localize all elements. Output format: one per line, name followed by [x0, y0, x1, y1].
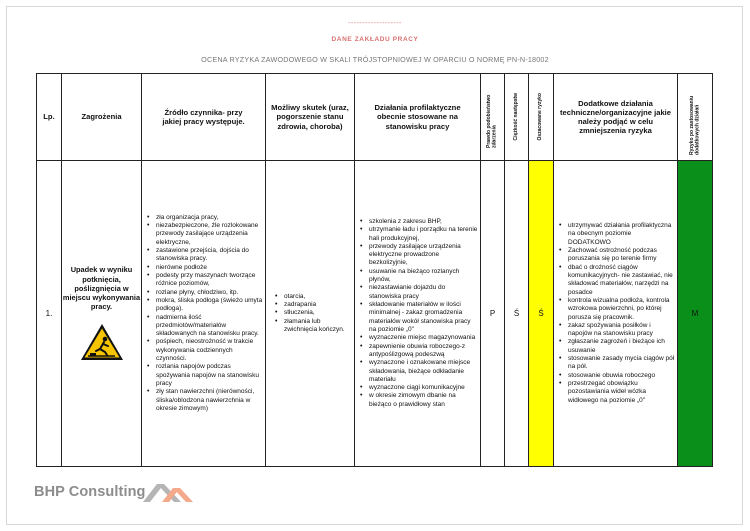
- slip-hazard-warning-icon: [79, 322, 125, 362]
- list-item: • stosowanie obuwia roboczego: [568, 372, 675, 380]
- logo-chevron-icon: [137, 480, 195, 504]
- list-item: • dbać o drożność ciągów komunikacyjnych- nie zastawiać, nie składować materiałów, narzędzi na posadce: [568, 264, 675, 297]
- document-subtitle: OCENA RYZYKA ZAWODOWEGO W SKALI TRÓJSTOPNIOWEJ W OPARCIU O NORMĘ PN-N-18002: [201, 55, 549, 64]
- list-item: • zapewnienie obuwia roboczego-z antypoślizgową podeszwą: [369, 343, 478, 360]
- additional-label: DODATKOWO: [568, 238, 611, 246]
- row-sources: [142, 161, 266, 467]
- col-effect: Możliwy skutek (uraz, pogorszenie stanu zdrowia, choroba): [266, 74, 355, 161]
- list-item: • zgłaszanie zagrożeń i bieżące ich usuwanie: [568, 338, 675, 355]
- list-item: • mokra, śliska podłoga (świeżo umyta podłoga).: [156, 297, 263, 314]
- list-item: • utrzymanie ładu i porządku na terenie hali produkcyjnej,: [369, 226, 478, 243]
- row-hazard: [62, 161, 142, 467]
- col-hazard: Zagrożenia: [62, 74, 142, 161]
- list-item: • otarcia,: [284, 293, 352, 301]
- list-item: • niezastawianie dojazdu do stanowiska pracy: [369, 284, 478, 301]
- col-source: Źródło czynnika- przy jakiej pracy występuje.: [142, 74, 266, 161]
- col-lp: Lp.: [37, 74, 62, 161]
- row-additional: [554, 161, 678, 467]
- row-measures: [355, 161, 481, 467]
- list-item: • usuwanie na bieżąco rozlanych płynów,: [369, 268, 478, 285]
- list-item: • zła organizacja pracy,: [156, 214, 263, 222]
- sources-list: [142, 214, 265, 414]
- hazard-label: Upadek w wyniku potknięcia, poślizgnięcia w miejscu wykonywania pracy.: [62, 265, 141, 312]
- list-item: • stłuczenia,: [284, 309, 352, 317]
- table-header-row: [37, 74, 713, 161]
- row-lp: 1.: [37, 161, 62, 467]
- list-item: • szkolenia z zakresu BHP,: [369, 218, 478, 226]
- list-item: • w okresie zimowym dbanie na bieżąco o prawidłowy stan: [369, 392, 478, 409]
- list-item: • nadmierna ilość przedmiotów/materiałów składowanych na stanowisku pracy.: [156, 314, 263, 339]
- list-item: • nierówne podłoże: [156, 264, 263, 272]
- row-risk-badge: Ś: [529, 161, 554, 467]
- effects-list: [266, 293, 354, 335]
- col-residual: Ryzyko po zastosowaniu dodatkowych działań: [678, 74, 713, 161]
- list-item: • zastawione przejścia, dojścia do stanowiska pracy.: [156, 247, 263, 264]
- col-risk: Oszacowane ryzyko: [529, 74, 554, 161]
- list-item: • pośpiech, nieostrożność w trakcie wykonywania codziennych czynności.: [156, 338, 263, 363]
- list-item: • wyznaczone ciągi komunikacyjne: [369, 384, 478, 392]
- list-item: • niezabezpieczone, źle rozlokowane przewody zasilające urządzenia elektryczne,: [156, 222, 263, 247]
- row-residual-badge: M: [678, 161, 713, 467]
- company-dashes: -------------------: [348, 20, 402, 27]
- col-probability: Prawdo podobieństwo zdarzenia: [481, 74, 505, 161]
- list-item: • składowanie materiałów w ilości minimalnej - zakaz gromadzenia materiałów wokół stanowiska pracy na poziomie „0": [369, 301, 478, 334]
- additional-first-list: [554, 222, 677, 239]
- list-item: • podesty przy maszynach tworzące różnice poziomów,: [156, 272, 263, 289]
- list-item: • zadrapania: [284, 301, 352, 309]
- col-measures: Działania profilaktyczne obecnie stosowane na stanowisku pracy: [355, 74, 481, 161]
- list-item: • rozlania napojów podczas spożywania napojów na stanowisku pracy: [156, 363, 263, 388]
- list-item: • wyznaczenie miejsc magazynowania: [369, 334, 478, 342]
- measures-list: [355, 218, 480, 409]
- row-probability: P: [481, 161, 505, 467]
- row-severity: Ś: [505, 161, 529, 467]
- list-item: • rozlane płyny, chłodziwo, itp.: [156, 289, 263, 297]
- col-additional: Dodatkowe działania techniczne/organizacyjne jakie należy podjąć w celu zmniejszenia ryzyka: [554, 74, 678, 161]
- list-item: • kontrola wizualna podłoża, kontrola wzrokowa powierzchni, po której porusza się pracownik.: [568, 297, 675, 322]
- list-item: • zły stan nawierzchni (nierówności, śliska/oblodzona nawierzchnia w okresie zimowym): [156, 388, 263, 413]
- list-item: • przestrzegać obowiązku pozostawiania wideł wózka widłowego na poziomie „0": [568, 380, 675, 405]
- company-name: DANE ZAKŁADU PRACY: [331, 36, 419, 43]
- risk-assessment-table: [36, 73, 713, 467]
- list-item: • złamania lub zwichnięcia kończyn.: [284, 318, 352, 335]
- list-item: • zakaz spożywania posiłków i napojów na stanowisku pracy: [568, 322, 675, 339]
- additional-list: [554, 247, 677, 405]
- list-item: • utrzymywać działania profilaktyczna na obecnym poziomie: [568, 222, 675, 239]
- list-item: • stosowanie zasady mycia ciągów pół na pół.: [568, 355, 675, 372]
- list-item: • Zachować ostrożność podczas poruszania się po terenie firmy: [568, 247, 675, 264]
- col-severity: Ciężkość następstw: [505, 74, 529, 161]
- list-item: • przewody zasilające urządzenia elektryczne prowadzone bezkolizyjnie,: [369, 243, 478, 268]
- logo-text: BHP Consulting: [34, 484, 146, 500]
- row-effects: [266, 161, 355, 467]
- table-row: [37, 161, 713, 467]
- list-item: • wyznaczone i oznakowane miejsce składowania, bieżące odkładanie materiału: [369, 359, 478, 384]
- company-logo: [34, 480, 194, 504]
